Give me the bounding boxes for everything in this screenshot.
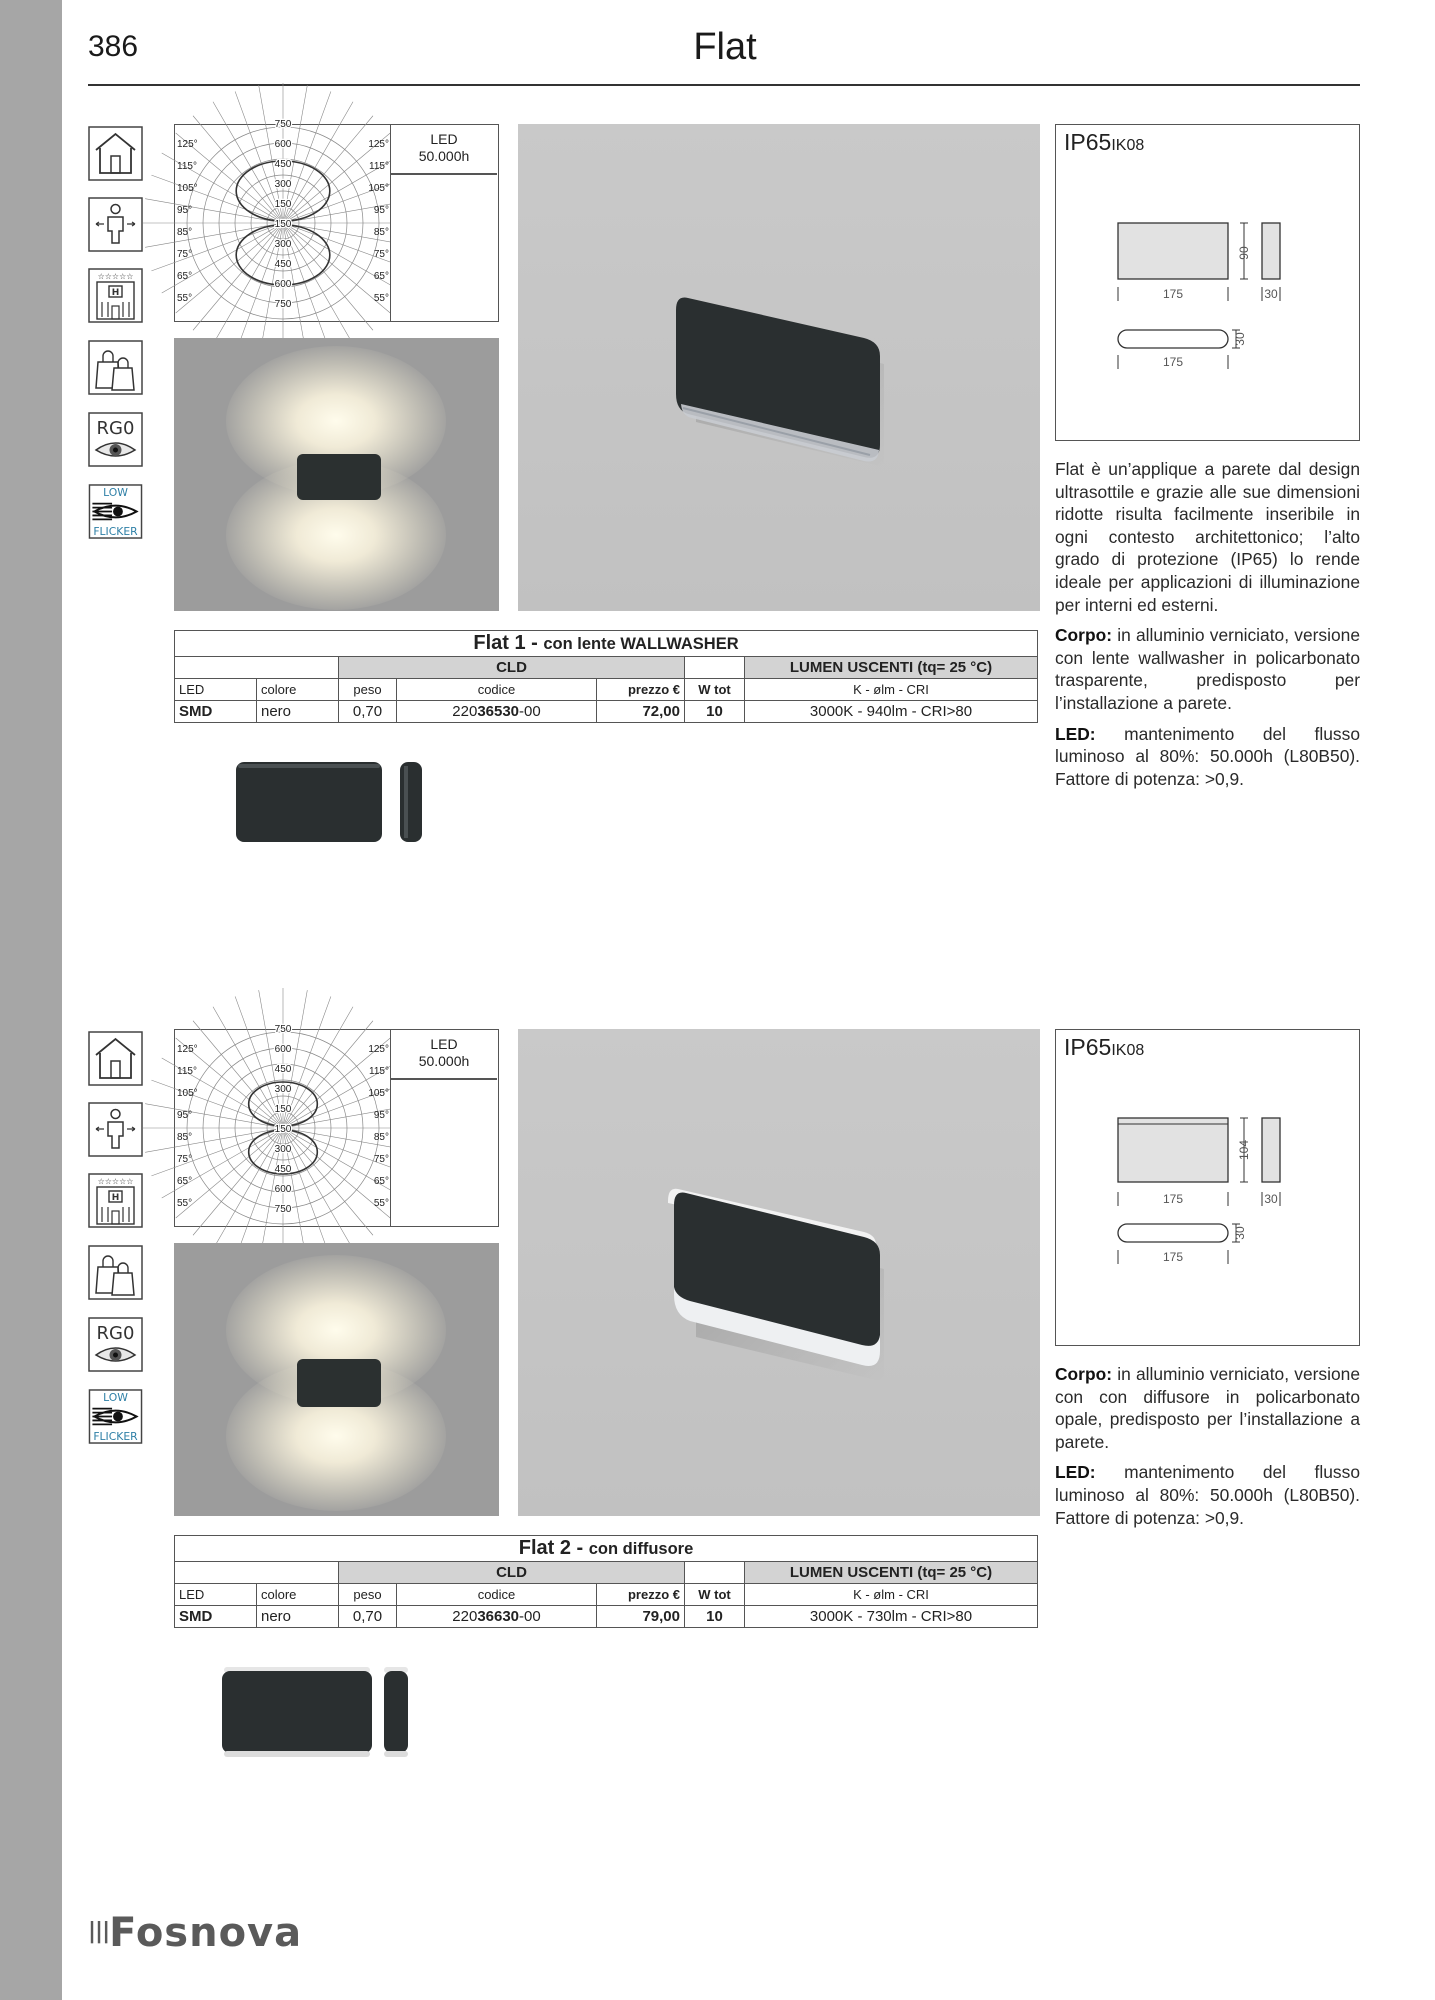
polar-value-label: 750 [274, 1024, 292, 1035]
polar-value-label: 150 [274, 199, 292, 210]
shopping-bags-icon [88, 340, 143, 395]
col-prezzo: prezzo € [597, 1584, 685, 1606]
ip-rating: IP65IK08 [1064, 1034, 1145, 1060]
polar-value-label: 600 [274, 1044, 292, 1055]
product-photo-large [518, 1029, 1040, 1516]
width-dimension: 175 [1162, 1192, 1184, 1206]
codice-cell: 22036630-00 [397, 1606, 597, 1628]
dimension-drawing [1056, 1030, 1358, 1344]
low-flicker-icon [88, 484, 143, 540]
led-paragraph: LED: mantenimento del flusso luminoso al 80%: 50.000h (L80B50). Fattore di potenza: >0,9. [1055, 723, 1360, 789]
lamp-body [297, 454, 381, 500]
codice-cell: 22036530-00 [397, 701, 597, 723]
product-table [174, 1535, 1038, 1628]
svg-text:H: H [111, 288, 120, 298]
polar-value-label: 600 [274, 279, 292, 290]
cld-header: CLD [339, 1562, 685, 1584]
product-section-flat-1 [0, 119, 1435, 984]
polar-led-separator [391, 173, 497, 175]
header-rule [88, 84, 1360, 86]
lit-lamp-photo [174, 1243, 499, 1516]
polar-value-label: 600 [274, 139, 292, 150]
svg-text:☆☆☆☆☆: ☆☆☆☆☆ [97, 1177, 134, 1186]
col-prezzo: prezzo € [597, 679, 685, 701]
low-flicker-icon [88, 1389, 143, 1445]
spec-box [1055, 124, 1360, 441]
polar-angle-label: 125° [177, 139, 198, 150]
polar-angle-label: 55° [373, 293, 389, 304]
page-number: 386 [88, 30, 139, 63]
polar-angle-label: 85° [177, 1132, 193, 1143]
cld-header: CLD [339, 657, 685, 679]
polar-value-label: 300 [274, 1144, 292, 1155]
polar-value-label: 450 [274, 1164, 292, 1175]
product-photo-large [518, 124, 1040, 611]
col-led: LED [175, 1584, 257, 1606]
polar-angle-label: 115° [369, 161, 389, 172]
polar-value-label: 300 [274, 239, 292, 250]
table-title: Flat 2 - con diffusore [175, 1536, 1038, 1562]
col-codice: codice [397, 1584, 597, 1606]
polar-angle-label: 85° [373, 1132, 389, 1143]
polar-angle-label: 95° [373, 1110, 389, 1121]
polar-angle-label: 65° [177, 1176, 193, 1187]
product-thumbnail [220, 1665, 420, 1765]
page-title: Flat [693, 26, 757, 68]
polar-angle-label: 95° [177, 205, 193, 216]
depth-dimension: 30 [1264, 287, 1278, 301]
polar-angle-label: 105° [368, 1088, 389, 1099]
led-paragraph: LED: mantenimento del flusso luminoso al 80%: 50.000h (L80B50). Fattore di potenza: >0,9. [1055, 1462, 1360, 1528]
product-table [174, 630, 1038, 723]
polar-value-label: 150 [274, 219, 292, 230]
polar-angle-label: 55° [177, 293, 193, 304]
table-title: Flat 1 - con lente WALLWASHER [175, 631, 1038, 657]
polar-led-label: LED [430, 1036, 458, 1052]
lumen-header: LUMEN USCENTI (tq= 25 °C) [745, 657, 1038, 679]
polar-angle-label: 85° [177, 227, 193, 238]
product-description [1055, 1363, 1360, 1537]
svg-text:H: H [111, 1193, 120, 1203]
polar-grid [175, 1024, 391, 1226]
polar-value-label: 300 [274, 179, 292, 190]
polar-led-label: LED [430, 131, 458, 147]
col-led: LED [175, 679, 257, 701]
ik-rating: IK08 [1111, 1042, 1145, 1059]
polar-angle-label: 55° [177, 1198, 193, 1209]
shopping-bags-icon [88, 1245, 143, 1300]
polar-value-label: 450 [274, 259, 292, 270]
depth-dimension-2: 30 [1233, 332, 1247, 346]
polar-angle-label: 75° [177, 249, 193, 260]
polar-angle-label: 55° [373, 1198, 389, 1209]
low-label: LOW [103, 1390, 128, 1404]
width-dimension-2: 175 [1162, 1250, 1184, 1264]
polar-value-label: 750 [274, 299, 292, 310]
polar-angle-label: 95° [373, 205, 389, 216]
polar-value-label: 750 [274, 1204, 292, 1215]
rg0-eye-icon [88, 412, 143, 467]
polar-angle-label: 115° [369, 1066, 389, 1077]
polar-value-label: 300 [274, 1084, 292, 1095]
polar-led-info [390, 125, 498, 321]
polar-angle-label: 125° [177, 1044, 198, 1055]
table-row: SMD nero 0,70 22036630-00 79,00 10 3000K - 730lm - CRI>80 [175, 1606, 1038, 1628]
width-dimension-2: 175 [1162, 355, 1184, 369]
height-dimension: 90 [1237, 246, 1251, 260]
flicker-label: FLICKER [93, 1430, 138, 1444]
polar-angle-label: 75° [177, 1154, 193, 1165]
dimension-drawing [1056, 125, 1358, 439]
ip-rating: IP65IK08 [1064, 129, 1145, 155]
polar-light-diagram [174, 119, 499, 322]
indoor-house-icon [88, 1031, 143, 1086]
polar-value-label: 600 [274, 1184, 292, 1195]
col-colore: colore [257, 679, 339, 701]
polar-angle-label: 75° [373, 249, 389, 260]
polar-value-label: 750 [274, 119, 292, 130]
polar-angle-label: 75° [373, 1154, 389, 1165]
polar-value-label: 150 [274, 1124, 292, 1135]
rg0-eye-icon [88, 1317, 143, 1372]
ik-rating: IK08 [1111, 137, 1145, 154]
polar-hours-label: 50.000h [418, 1053, 470, 1069]
polar-angle-label: 125° [368, 1044, 389, 1055]
rg0-label: RG0 [96, 1323, 135, 1344]
polar-angle-label: 65° [177, 271, 193, 282]
polar-light-diagram [174, 1024, 499, 1227]
lumen-header: LUMEN USCENTI (tq= 25 °C) [745, 1562, 1038, 1584]
spec-box [1055, 1029, 1360, 1346]
lamp-body [297, 1359, 381, 1407]
hotel-icon [88, 1173, 143, 1228]
polar-grid [175, 119, 391, 321]
product-thumbnail [234, 758, 434, 848]
hotel-icon [88, 268, 143, 323]
table-row: SMD nero 0,70 22036530-00 72,00 10 3000K - 940lm - CRI>80 [175, 701, 1038, 723]
col-wtot: W tot [685, 1584, 745, 1606]
polar-angle-label: 105° [177, 183, 198, 194]
col-codice: codice [397, 679, 597, 701]
polar-angle-label: 105° [177, 1088, 198, 1099]
svg-text:☆☆☆☆☆: ☆☆☆☆☆ [97, 272, 134, 281]
low-label: LOW [103, 485, 128, 499]
col-colore: colore [257, 1584, 339, 1606]
polar-value-label: 450 [274, 159, 292, 170]
polar-led-info [390, 1030, 498, 1226]
polar-angle-label: 65° [373, 1176, 389, 1187]
col-k: K - ølm - CRI [745, 679, 1038, 701]
rg0-label: RG0 [96, 418, 135, 439]
polar-angle-label: 115° [177, 1066, 197, 1077]
height-dimension: 104 [1237, 1139, 1251, 1161]
polar-angle-label: 115° [177, 161, 197, 172]
indoor-house-icon [88, 126, 143, 181]
depth-dimension: 30 [1264, 1192, 1278, 1206]
polar-value-label: 150 [274, 1104, 292, 1115]
polar-value-label: 450 [274, 1064, 292, 1075]
polar-angle-label: 105° [368, 183, 389, 194]
person-icon [88, 197, 143, 252]
corpo-paragraph: Corpo: in alluminio verniciato, versione con lente wallwasher in policarbonato trasparente, predisposto per l’installazione a parete. [1055, 625, 1360, 713]
col-k: K - ølm - CRI [745, 1584, 1038, 1606]
polar-hours-label: 50.000h [418, 148, 470, 164]
person-icon [88, 1102, 143, 1157]
product-description [1055, 458, 1360, 798]
lit-lamp-photo [174, 338, 499, 611]
corpo-paragraph: Corpo: in alluminio verniciato, versione con con diffusore in policarbonato opale, predisposto per l’installazione a parete. [1055, 1364, 1360, 1452]
intro-text: Flat è un’applique a parete dal design ultrasottile e grazie alle sue dimensioni ridotte risulta facilmente inseribile in ogni contesto architettonico; l’alto grado di protezione (IP65) lo rende ideale per applicazioni di illuminazione per interni ed esterni. [1055, 459, 1360, 615]
depth-dimension-2: 30 [1233, 1226, 1247, 1240]
col-peso: peso [339, 1584, 397, 1606]
width-dimension: 175 [1162, 287, 1184, 301]
col-wtot: W tot [685, 679, 745, 701]
col-peso: peso [339, 679, 397, 701]
flicker-label: FLICKER [93, 525, 138, 539]
polar-angle-label: 95° [177, 1110, 193, 1121]
product-section-flat-2 [0, 1024, 1435, 1889]
brand-logo: |||Fosnova [88, 1910, 303, 1956]
polar-led-separator [391, 1078, 497, 1080]
polar-angle-label: 65° [373, 271, 389, 282]
polar-angle-label: 85° [373, 227, 389, 238]
polar-angle-label: 125° [368, 139, 389, 150]
